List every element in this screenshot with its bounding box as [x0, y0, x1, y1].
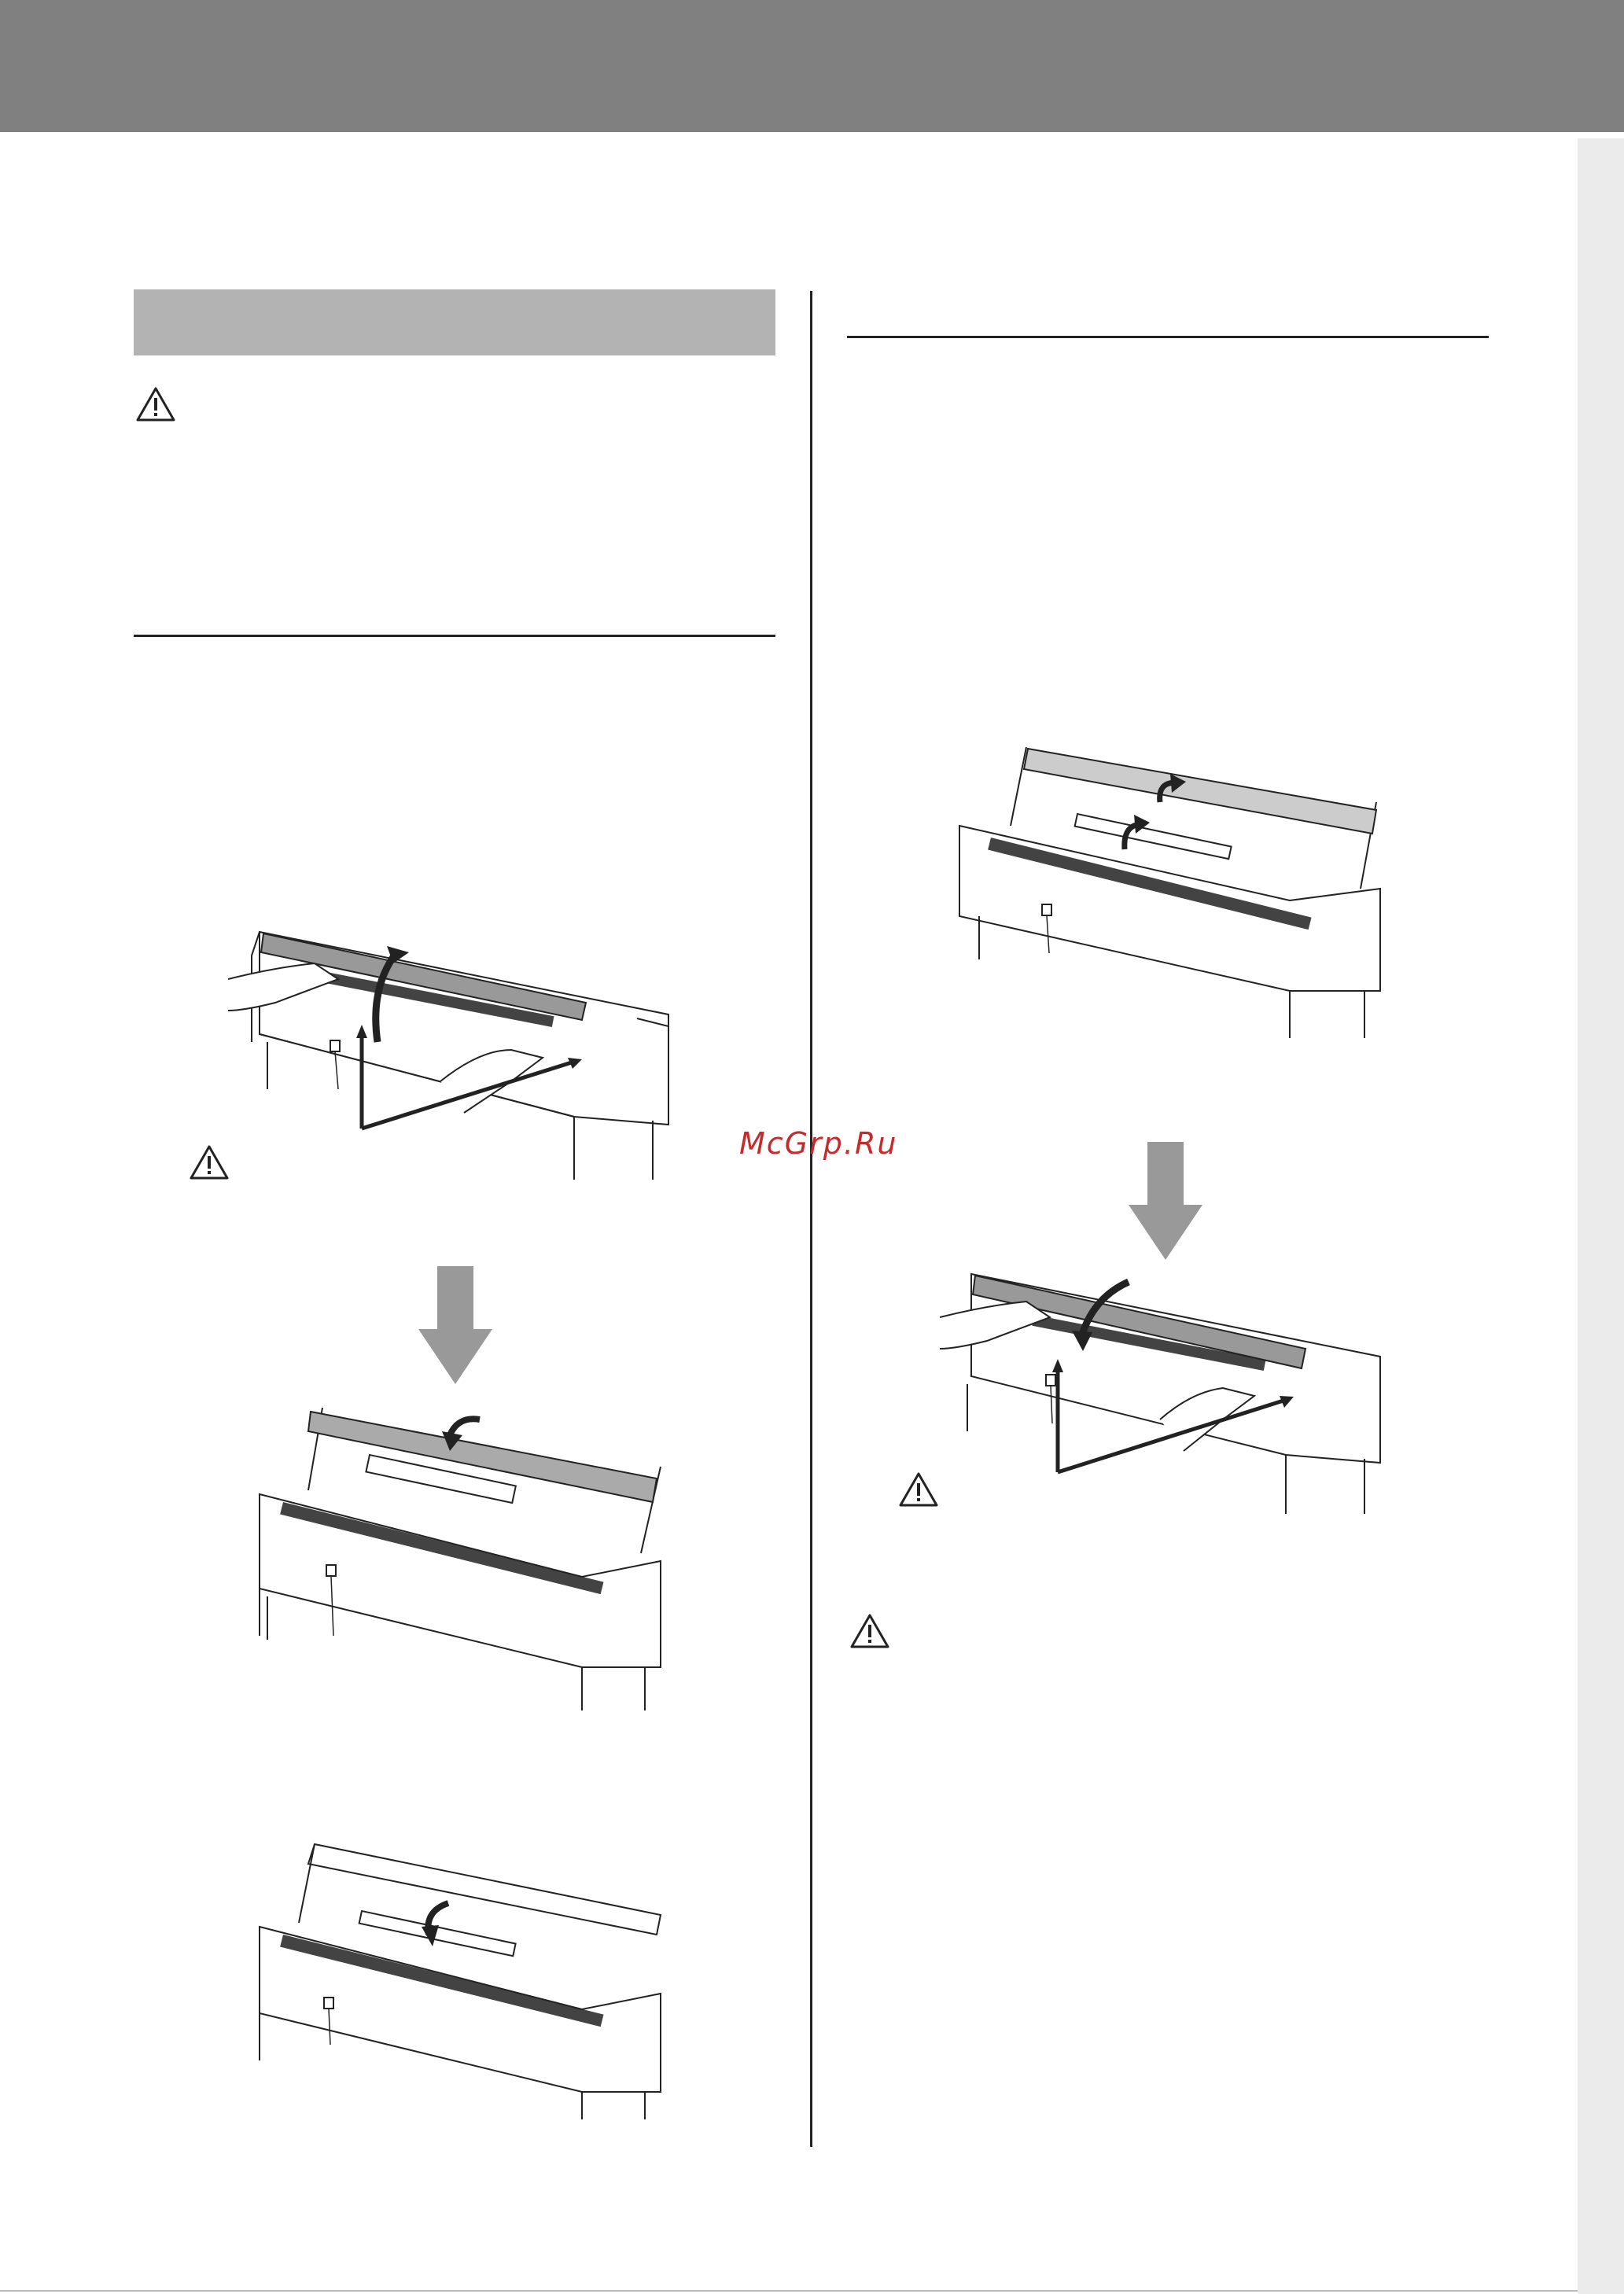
piano-music-rest-illustration	[236, 1840, 676, 2123]
piano-open-cover-illustration	[228, 924, 676, 1184]
down-arrow-icon	[1129, 1142, 1202, 1260]
column-divider	[810, 291, 812, 2147]
warning-icon	[898, 1471, 939, 1508]
warning-icon	[135, 385, 176, 423]
top-band	[0, 0, 1624, 132]
right-column-rule	[847, 336, 1489, 338]
bottom-line	[0, 2290, 1578, 2292]
left-column-rule	[134, 635, 775, 637]
piano-close-cover-illustration	[940, 1266, 1388, 1518]
warning-icon	[189, 1143, 230, 1181]
warning-icon	[849, 1612, 890, 1650]
down-arrow-icon	[418, 1266, 492, 1384]
side-tab	[1578, 138, 1624, 2294]
watermark: McGrp.Ru	[739, 1126, 898, 1161]
piano-lid-raised-illustration	[236, 1408, 676, 1714]
piano-lift-music-rest-illustration	[952, 747, 1392, 1046]
section-heading-box	[134, 289, 775, 355]
